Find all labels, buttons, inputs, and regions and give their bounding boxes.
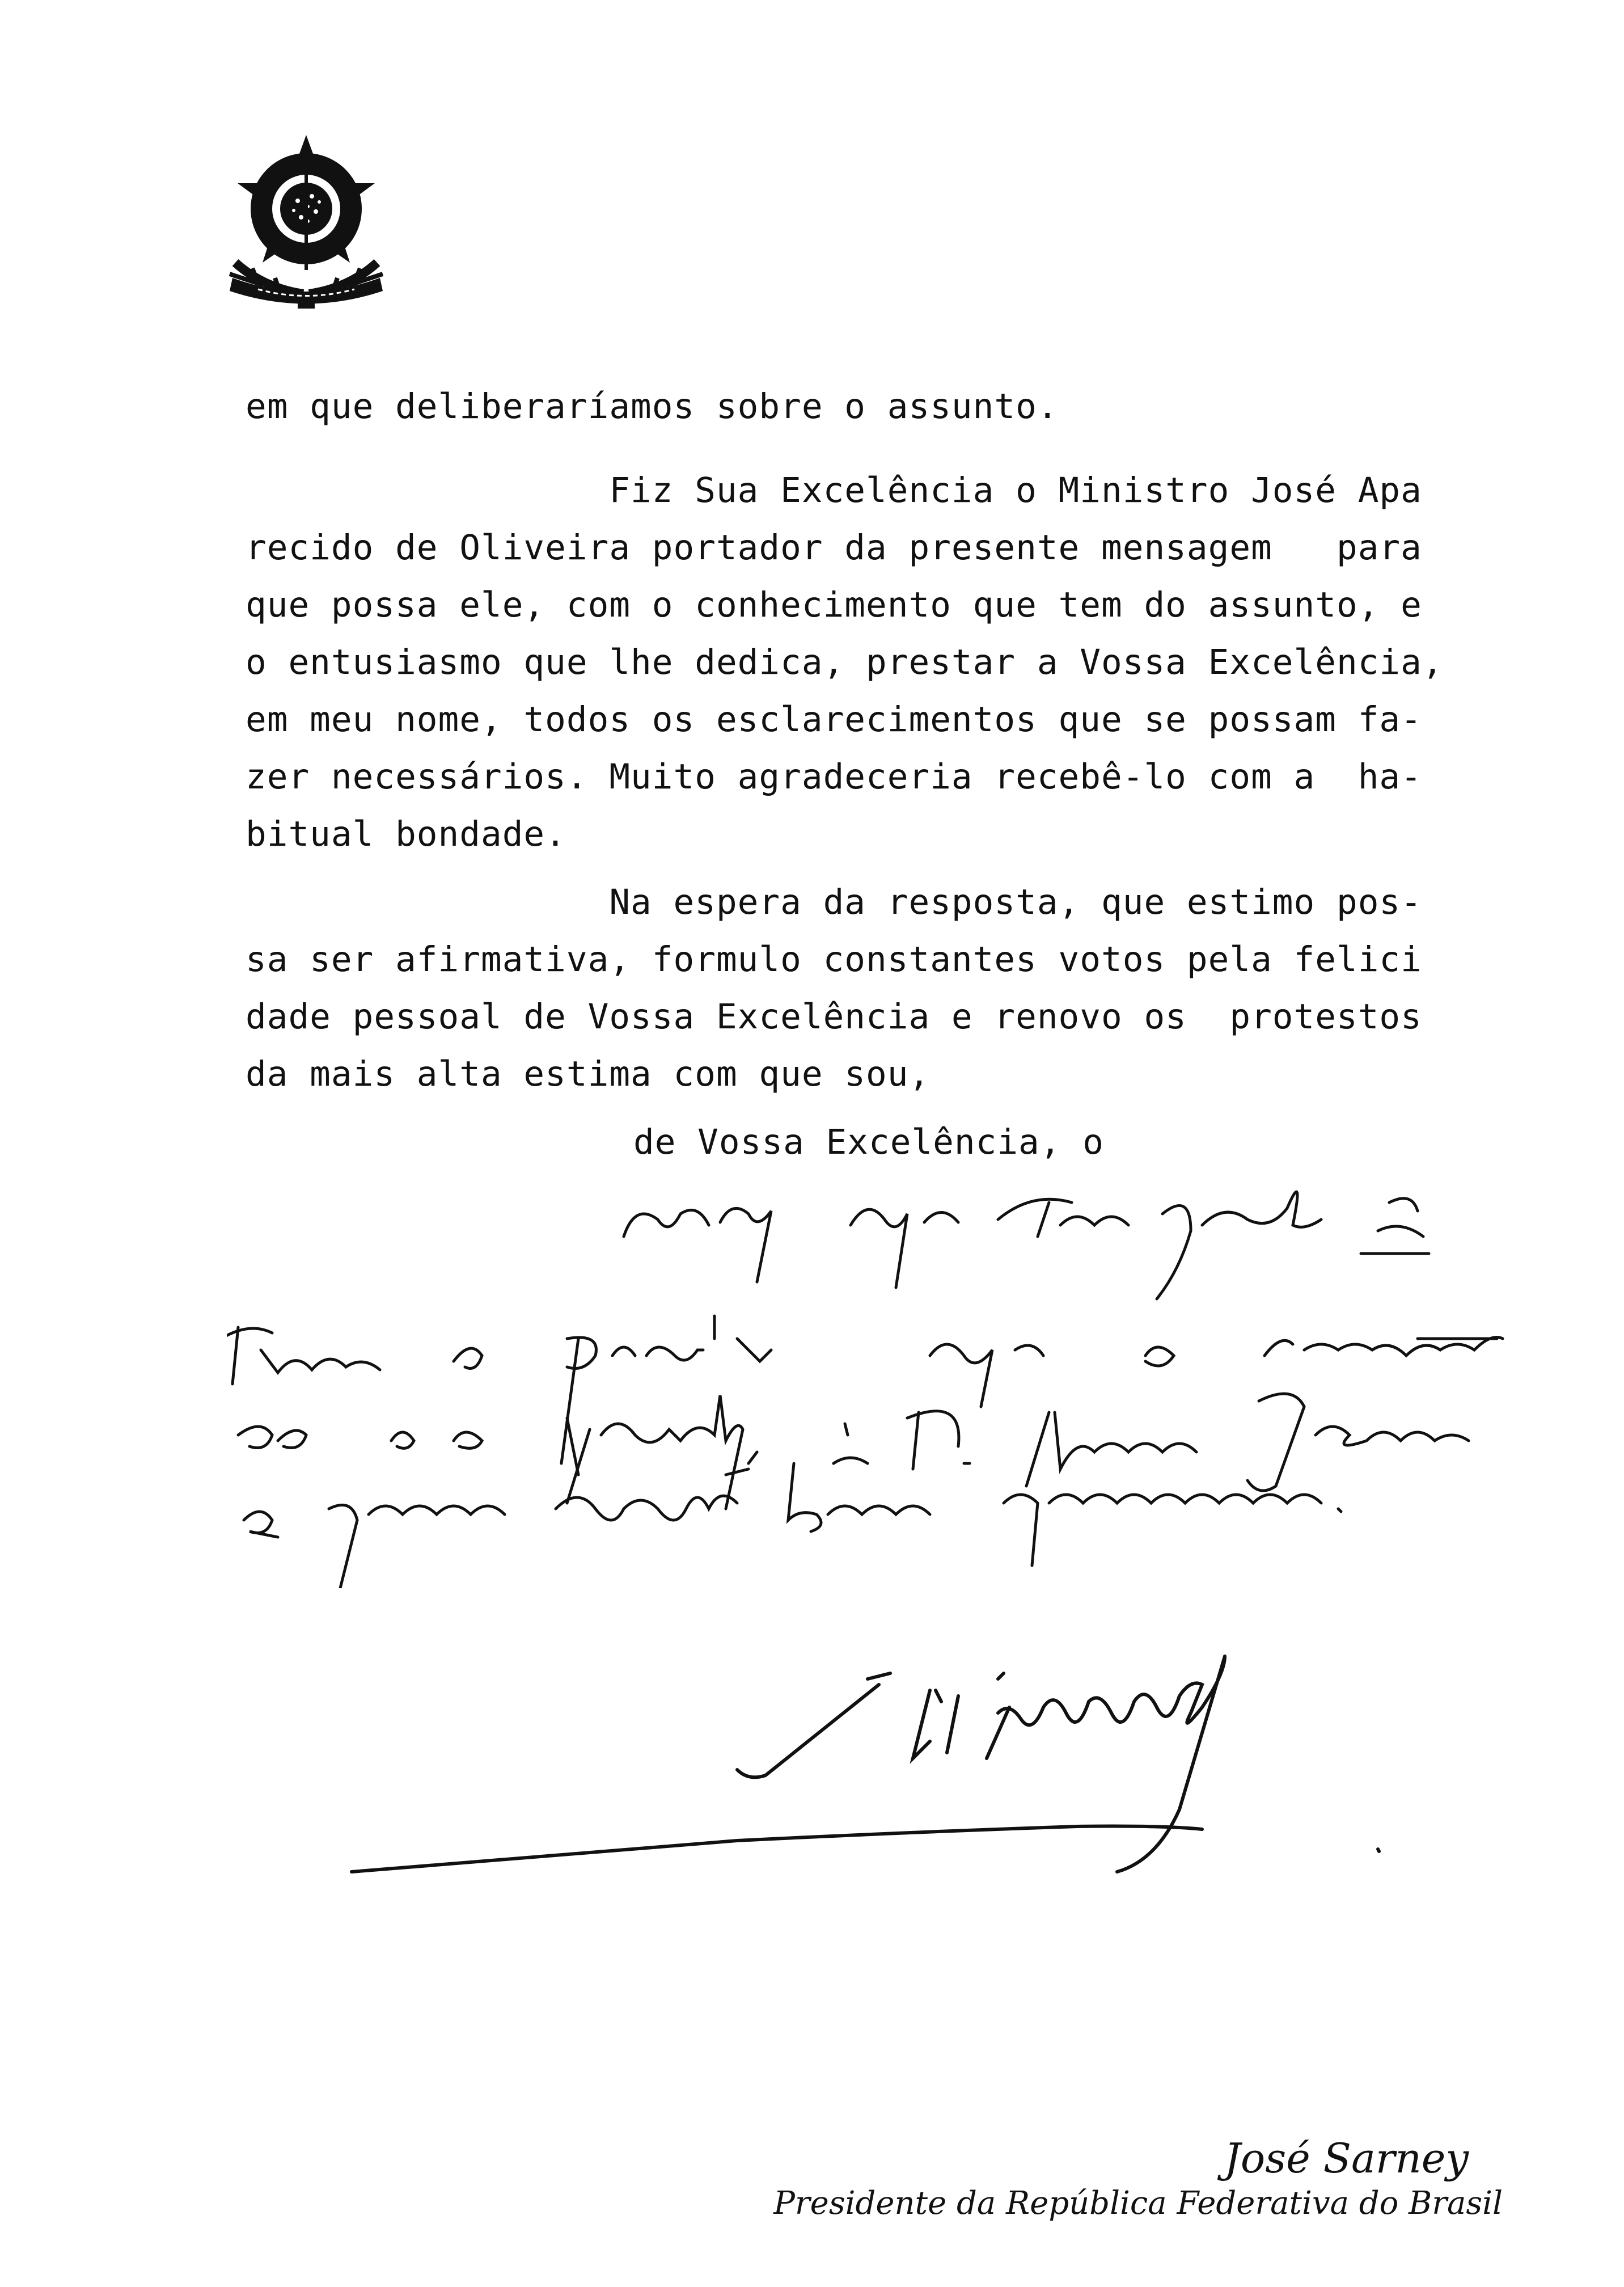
paragraph-3: Na espera da resposta, que estimo pos- sa ser afirmativa, formulo constantes votos pela felici dade pessoal de Vossa Excelência e renovo os protestos da mais alta estima com que sou, [246,882,1422,1094]
letterhead-name: José Sarney [1224,2134,1469,2182]
letterhead-title: Presidente da República Federativa do Brasil [773,2185,1503,2222]
paragraph-1: em que deliberaríamos sobre o assunto. [246,386,1059,427]
paragraph-2: Fiz Sua Excelência o Ministro José Apa recido de Oliveira portador da presente mensagem para que possa ele, com o conhecimento que tem do assunto, e o entusiasmo que lhe dedica, prestar a Vossa Excelência, em meu nome, todos os esclarecimentos que se possam fa- zer necessários. Muito agradeceria recebê-lo com a ha- bitual bondade. [246,470,1444,854]
handwritten-signature [340,1645,1446,1883]
letterhead-footer [748,2133,1503,2223]
closing-line: de Vossa Excelência, o [633,1122,1104,1162]
coat-of-arms-icon [218,129,394,311]
handwritten-note [227,1168,1531,1588]
